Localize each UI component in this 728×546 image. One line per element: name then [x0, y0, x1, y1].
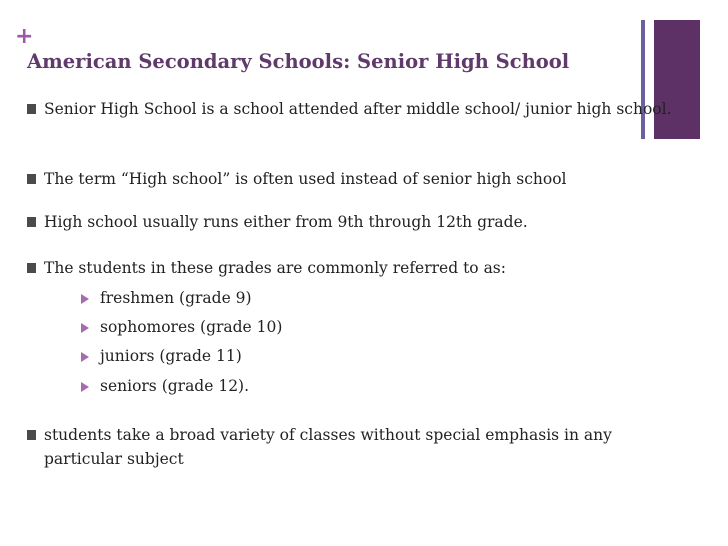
triangle-bullet-icon	[81, 352, 89, 362]
sub-bullet-text: freshmen (grade 9)	[100, 289, 252, 307]
bullet-item	[44, 256, 684, 280]
triangle-bullet-icon	[81, 382, 89, 392]
bullet-text: The term “High school” is often used instead of senior high school	[44, 170, 567, 188]
sub-bullet-item	[100, 344, 660, 368]
bullet-item	[44, 167, 684, 191]
square-bullet-icon	[27, 104, 36, 114]
plus-icon: +	[15, 24, 34, 49]
sub-bullet-item	[100, 286, 660, 310]
sub-bullet-text: sophomores (grade 10)	[100, 318, 283, 336]
bullet-text: Senior High School is a school attended after middle school/ junior high school.	[44, 100, 672, 118]
square-bullet-icon	[27, 430, 36, 440]
triangle-bullet-icon	[81, 323, 89, 333]
square-bullet-icon	[27, 217, 36, 227]
sub-bullet-text: juniors (grade 11)	[100, 347, 242, 365]
bullet-item	[44, 210, 684, 234]
triangle-bullet-icon	[81, 294, 89, 304]
square-bullet-icon	[27, 263, 36, 273]
square-bullet-icon	[27, 174, 36, 184]
sub-bullet-text: seniors (grade 12).	[100, 377, 250, 395]
bullet-text: students take a broad variety of classes without special emphasis in any particular subject	[44, 426, 612, 468]
bullet-text: The students in these grades are commonly referred to as:	[44, 259, 506, 277]
sub-bullet-item	[100, 374, 660, 398]
slide-title: American Secondary Schools: Senior High School	[27, 50, 570, 73]
bullet-text: High school usually runs either from 9th through 12th grade.	[44, 213, 528, 231]
bullet-item	[44, 97, 684, 121]
sub-bullet-item	[100, 315, 660, 339]
bullet-item	[44, 423, 684, 471]
